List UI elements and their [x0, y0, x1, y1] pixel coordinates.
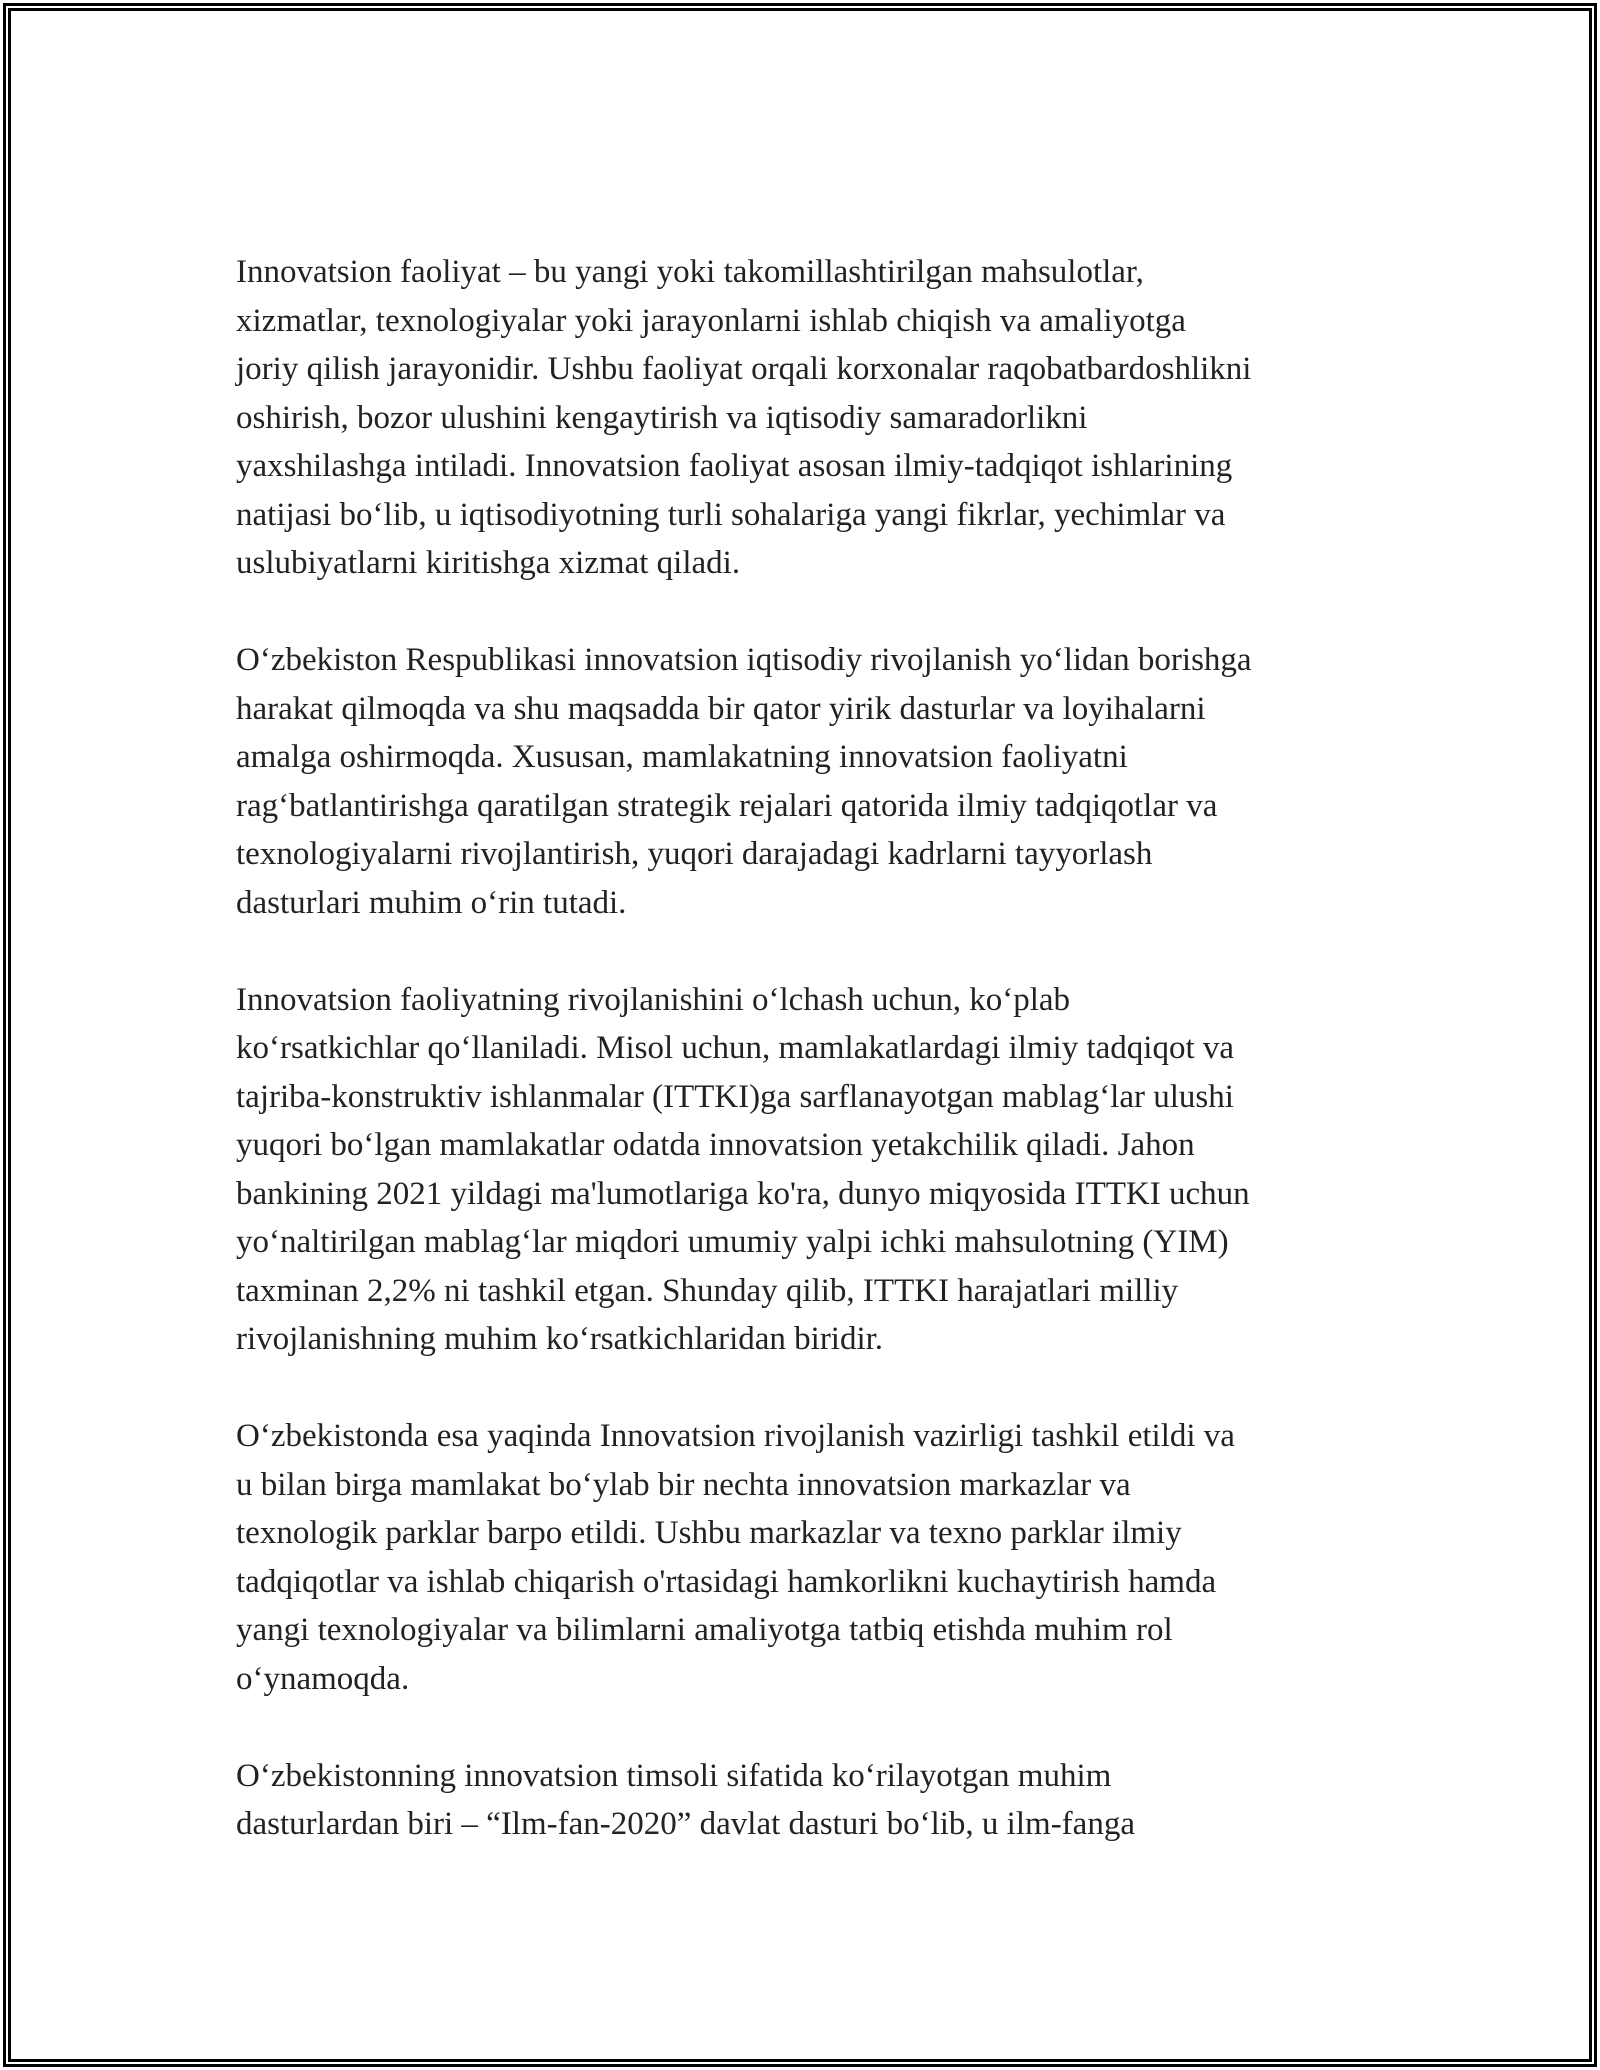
text-line: yuqori boʻlgan mamlakatlar odatda innovatsion yetakchilik qiladi. Jahon [236, 1127, 1195, 1163]
text-line: Oʻzbekistonning innovatsion timsoli sifatida koʻrilayotgan muhim [236, 1757, 1112, 1794]
paragraph-innovation-definition [236, 248, 1376, 588]
text-line: taxminan 2,2% ni tashkil etgan. Shunday qilib, ITTKI harajatlari milliy [236, 1272, 1179, 1309]
text-line: joriy qilish jarayonidir. Ushbu faoliyat orqali korxonalar raqobatbardoshlikni [236, 351, 1252, 387]
text-line: rivojlanishning muhim koʻrsatkichlaridan biridir. [236, 1321, 884, 1357]
text-line: dasturlardan biri – “Ilm-fan-2020” davlat dasturi boʻlib, u ilm-fanga [236, 1806, 1135, 1842]
text-line: uslubiyatlarni kiritishga xizmat qiladi. [236, 545, 741, 581]
text-line: dasturlari muhim oʻrin tutadi. [236, 884, 627, 921]
text-line: natijasi boʻlib, u iqtisodiyotning turli sohalariga yangi fikrlar, yechimlar va [236, 496, 1226, 533]
text-line: Innovatsion faoliyatning rivojlanishini oʻlchash uchun, koʻplab [236, 981, 1071, 1018]
text-line: harakat qilmoqda va shu maqsadda bir qator yirik dasturlar va loyihalarni [236, 690, 1206, 727]
text-line: Innovatsion faoliyat – bu yangi yoki takomillashtirilgan mahsulotlar, [236, 254, 1144, 290]
text-line: Oʻzbekistonda esa yaqinda Innovatsion rivojlanish vazirligi tashkil etildi va [236, 1418, 1235, 1454]
text-line: yaxshilashga intiladi. Innovatsion faoliyat asosan ilmiy-tadqiqot ishlarining [236, 448, 1233, 484]
text-line: yoʻnaltirilgan mablagʻlar miqdori umumiy yalpi ichki mahsulotning (YIM) [236, 1224, 1229, 1260]
paragraph-innovation-indicators [236, 976, 1376, 1364]
text-line: ragʻbatlantirishga qaratilgan strategik rejalari qatorida ilmiy tadqiqotlar va [236, 787, 1218, 824]
text-line: texnologik parklar barpo etildi. Ushbu markazlar va texno parklar ilmiy [236, 1515, 1182, 1551]
text-line: yangi texnologiyalar va bilimlarni amaliyotga tatbiq etishda muhim rol [236, 1612, 1173, 1648]
text-line: texnologiyalarni rivojlantirish, yuqori darajadagi kadrlarni tayyorlash [236, 836, 1153, 872]
text-line: u bilan birga mamlakat boʻylab bir nechta innovatsion markazlar va [236, 1466, 1131, 1503]
text-line: xizmatlar, texnologiyalar yoki jarayonlarni ishlab chiqish va amaliyotga [236, 302, 1186, 339]
text-line: oʻynamoqda. [236, 1660, 410, 1697]
text-line: koʻrsatkichlar qoʻllaniladi. Misol uchun, mamlakatlardagi ilmiy tadqiqot va [236, 1030, 1235, 1066]
text-line: Oʻzbekiston Respublikasi innovatsion iqtisodiy rivojlanish yoʻlidan borishga [236, 642, 1252, 678]
text-line: oshirish, bozor ulushini kengaytirish va iqtisodiy samaradorlikni [236, 399, 1088, 436]
text-line: bankining 2021 yildagi ma'lumotlariga ko'ra, dunyo miqyosida ITTKI uchun [236, 1175, 1250, 1212]
text-line: tajriba-konstruktiv ishlanmalar (ITTKI)ga sarflanayotgan mablagʻlar ulushi [236, 1078, 1234, 1115]
text-line: tadqiqotlar va ishlab chiqarish o'rtasidagi hamkorlikni kuchaytirish hamda [236, 1563, 1217, 1600]
paragraph-science-program [236, 1752, 1376, 1849]
text-line: amalga oshirmoqda. Xususan, mamlakatning innovatsion faoliyatni [236, 739, 1128, 775]
document-body [236, 248, 1376, 1897]
paragraph-innovation-ministry [236, 1412, 1376, 1703]
paragraph-uzbekistan-development [236, 636, 1376, 927]
